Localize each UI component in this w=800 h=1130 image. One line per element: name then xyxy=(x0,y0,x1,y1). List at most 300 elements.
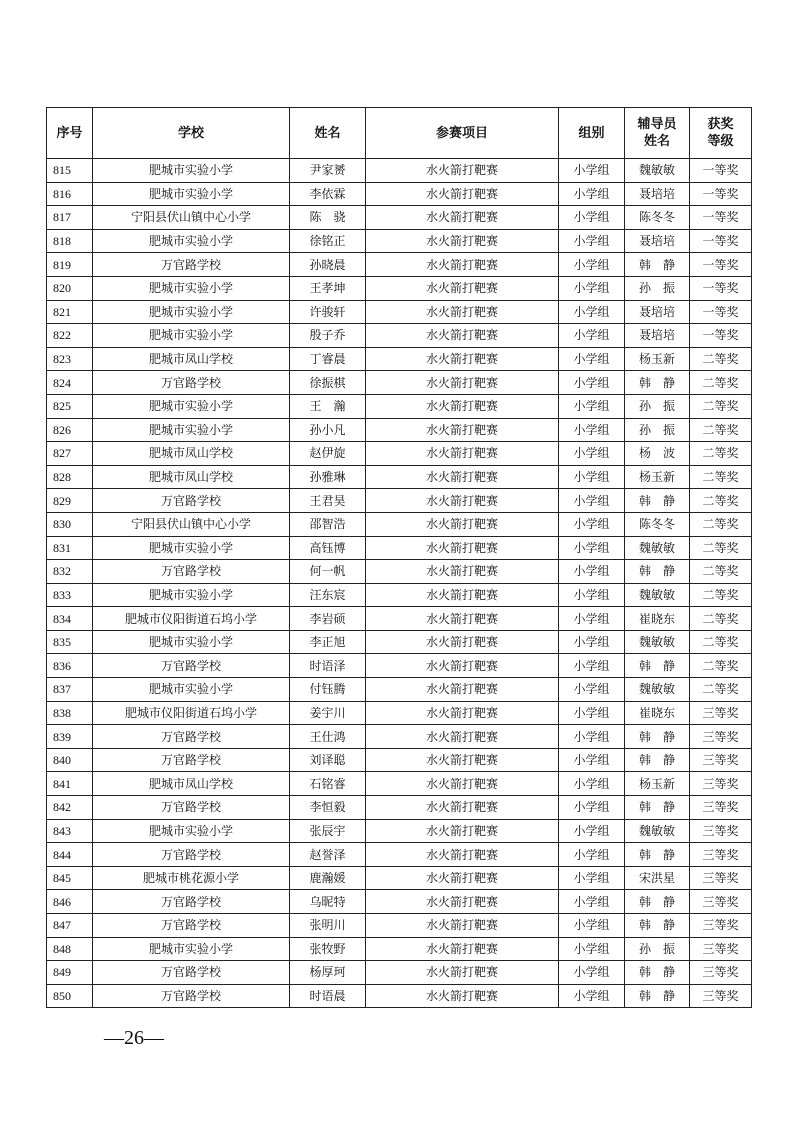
header-row xyxy=(47,108,752,159)
cell-name: 时语晨 xyxy=(290,984,366,1008)
cell-event: 水火箭打靶赛 xyxy=(366,961,559,985)
table-row xyxy=(47,206,752,230)
header-tutor-line2: 姓名 xyxy=(643,134,670,149)
cell-num: 838 xyxy=(47,701,93,725)
cell-school: 肥城市实验小学 xyxy=(93,229,290,253)
cell-name: 孙晓晨 xyxy=(290,253,366,277)
cell-school: 肥城市实验小学 xyxy=(93,182,290,206)
cell-event: 水火箭打靶赛 xyxy=(366,725,559,749)
awards-table xyxy=(46,107,752,1008)
table-row xyxy=(47,465,752,489)
cell-school: 肥城市实验小学 xyxy=(93,276,290,300)
cell-event: 水火箭打靶赛 xyxy=(366,843,559,867)
cell-award: 三等奖 xyxy=(690,819,752,843)
cell-tutor: 魏敏敏 xyxy=(625,159,690,183)
cell-award: 一等奖 xyxy=(690,300,752,324)
cell-school: 肥城市实验小学 xyxy=(93,630,290,654)
cell-name: 时语泽 xyxy=(290,654,366,678)
cell-school: 肥城市实验小学 xyxy=(93,937,290,961)
cell-award: 一等奖 xyxy=(690,276,752,300)
cell-group: 小学组 xyxy=(559,725,625,749)
cell-group: 小学组 xyxy=(559,536,625,560)
cell-num: 820 xyxy=(47,276,93,300)
cell-school: 肥城市实验小学 xyxy=(93,583,290,607)
cell-tutor: 孙 振 xyxy=(625,394,690,418)
cell-event: 水火箭打靶赛 xyxy=(366,748,559,772)
cell-name: 赵誉泽 xyxy=(290,843,366,867)
table-header xyxy=(47,108,752,159)
cell-award: 二等奖 xyxy=(690,489,752,513)
cell-school: 肥城市实验小学 xyxy=(93,536,290,560)
header-tutor-line1: 辅导员 xyxy=(637,117,677,132)
cell-name: 鹿瀚媛 xyxy=(290,866,366,890)
table-row xyxy=(47,489,752,513)
cell-name: 何一帆 xyxy=(290,560,366,584)
cell-award: 一等奖 xyxy=(690,182,752,206)
cell-school: 肥城市凤山学校 xyxy=(93,465,290,489)
cell-school: 万官路学校 xyxy=(93,961,290,985)
table-row xyxy=(47,347,752,371)
cell-award: 二等奖 xyxy=(690,442,752,466)
header-tutor xyxy=(625,108,690,159)
cell-award: 一等奖 xyxy=(690,229,752,253)
cell-num: 842 xyxy=(47,796,93,820)
cell-num: 824 xyxy=(47,371,93,395)
cell-tutor: 韩 静 xyxy=(625,654,690,678)
cell-name: 张明川 xyxy=(290,914,366,938)
cell-name: 李岩硕 xyxy=(290,607,366,631)
cell-num: 849 xyxy=(47,961,93,985)
cell-tutor: 崔晓东 xyxy=(625,607,690,631)
cell-tutor: 韩 静 xyxy=(625,843,690,867)
table-row xyxy=(47,725,752,749)
table-body xyxy=(47,159,752,1008)
cell-group: 小学组 xyxy=(559,324,625,348)
cell-award: 三等奖 xyxy=(690,961,752,985)
cell-tutor: 孙 振 xyxy=(625,937,690,961)
cell-school: 万官路学校 xyxy=(93,914,290,938)
cell-award: 三等奖 xyxy=(690,937,752,961)
cell-event: 水火箭打靶赛 xyxy=(366,206,559,230)
cell-event: 水火箭打靶赛 xyxy=(366,866,559,890)
cell-name: 杨厚珂 xyxy=(290,961,366,985)
cell-num: 815 xyxy=(47,159,93,183)
cell-tutor: 韩 静 xyxy=(625,984,690,1008)
cell-name: 殷子乔 xyxy=(290,324,366,348)
table-row xyxy=(47,607,752,631)
table-row xyxy=(47,796,752,820)
cell-event: 水火箭打靶赛 xyxy=(366,253,559,277)
cell-name: 付钰腾 xyxy=(290,678,366,702)
cell-school: 肥城市仪阳街道石坞小学 xyxy=(93,701,290,725)
cell-name: 丁睿晨 xyxy=(290,347,366,371)
cell-group: 小学组 xyxy=(559,583,625,607)
cell-tutor: 魏敏敏 xyxy=(625,678,690,702)
cell-group: 小学组 xyxy=(559,300,625,324)
cell-num: 848 xyxy=(47,937,93,961)
cell-tutor: 韩 静 xyxy=(625,890,690,914)
cell-group: 小学组 xyxy=(559,866,625,890)
cell-num: 846 xyxy=(47,890,93,914)
cell-name: 徐振棋 xyxy=(290,371,366,395)
cell-school: 肥城市凤山学校 xyxy=(93,347,290,371)
table-row xyxy=(47,300,752,324)
cell-event: 水火箭打靶赛 xyxy=(366,229,559,253)
cell-event: 水火箭打靶赛 xyxy=(366,442,559,466)
cell-name: 许骏轩 xyxy=(290,300,366,324)
cell-award: 二等奖 xyxy=(690,371,752,395)
cell-award: 二等奖 xyxy=(690,512,752,536)
cell-event: 水火箭打靶赛 xyxy=(366,347,559,371)
header-name: 姓名 xyxy=(290,108,366,159)
cell-num: 823 xyxy=(47,347,93,371)
table-row xyxy=(47,748,752,772)
cell-num: 822 xyxy=(47,324,93,348)
cell-school: 万官路学校 xyxy=(93,796,290,820)
cell-event: 水火箭打靶赛 xyxy=(366,914,559,938)
cell-group: 小学组 xyxy=(559,843,625,867)
cell-tutor: 陈冬冬 xyxy=(625,512,690,536)
cell-num: 844 xyxy=(47,843,93,867)
cell-school: 宁阳县伏山镇中心小学 xyxy=(93,206,290,230)
cell-num: 845 xyxy=(47,866,93,890)
cell-num: 828 xyxy=(47,465,93,489)
cell-event: 水火箭打靶赛 xyxy=(366,796,559,820)
page-number: —26— xyxy=(104,1027,164,1049)
cell-award: 三等奖 xyxy=(690,772,752,796)
cell-num: 841 xyxy=(47,772,93,796)
cell-num: 816 xyxy=(47,182,93,206)
cell-name: 王孝坤 xyxy=(290,276,366,300)
cell-school: 肥城市凤山学校 xyxy=(93,442,290,466)
cell-group: 小学组 xyxy=(559,394,625,418)
cell-group: 小学组 xyxy=(559,276,625,300)
cell-name: 王仕鸿 xyxy=(290,725,366,749)
cell-award: 二等奖 xyxy=(690,465,752,489)
table-row xyxy=(47,159,752,183)
cell-event: 水火箭打靶赛 xyxy=(366,536,559,560)
table-row xyxy=(47,866,752,890)
table-row xyxy=(47,890,752,914)
table-row xyxy=(47,371,752,395)
cell-group: 小学组 xyxy=(559,182,625,206)
cell-tutor: 韩 静 xyxy=(625,371,690,395)
cell-num: 840 xyxy=(47,748,93,772)
cell-event: 水火箭打靶赛 xyxy=(366,300,559,324)
cell-num: 831 xyxy=(47,536,93,560)
cell-award: 二等奖 xyxy=(690,630,752,654)
table-row xyxy=(47,984,752,1008)
cell-num: 835 xyxy=(47,630,93,654)
cell-num: 843 xyxy=(47,819,93,843)
cell-award: 二等奖 xyxy=(690,678,752,702)
cell-school: 万官路学校 xyxy=(93,654,290,678)
cell-group: 小学组 xyxy=(559,748,625,772)
cell-award: 三等奖 xyxy=(690,725,752,749)
cell-tutor: 韩 静 xyxy=(625,725,690,749)
table-row xyxy=(47,536,752,560)
header-num: 序号 xyxy=(47,108,93,159)
cell-event: 水火箭打靶赛 xyxy=(366,159,559,183)
cell-num: 839 xyxy=(47,725,93,749)
cell-award: 一等奖 xyxy=(690,206,752,230)
table-row xyxy=(47,394,752,418)
cell-event: 水火箭打靶赛 xyxy=(366,937,559,961)
cell-tutor: 魏敏敏 xyxy=(625,536,690,560)
table-row xyxy=(47,701,752,725)
cell-event: 水火箭打靶赛 xyxy=(366,819,559,843)
table-row xyxy=(47,229,752,253)
cell-num: 825 xyxy=(47,394,93,418)
cell-event: 水火箭打靶赛 xyxy=(366,182,559,206)
cell-group: 小学组 xyxy=(559,347,625,371)
header-award-line1: 获奖 xyxy=(707,117,734,132)
cell-name: 赵伊旋 xyxy=(290,442,366,466)
cell-school: 肥城市仪阳街道石坞小学 xyxy=(93,607,290,631)
cell-num: 827 xyxy=(47,442,93,466)
cell-group: 小学组 xyxy=(559,465,625,489)
table-row xyxy=(47,583,752,607)
cell-tutor: 魏敏敏 xyxy=(625,583,690,607)
cell-group: 小学组 xyxy=(559,654,625,678)
cell-event: 水火箭打靶赛 xyxy=(366,465,559,489)
cell-event: 水火箭打靶赛 xyxy=(366,772,559,796)
cell-school: 万官路学校 xyxy=(93,843,290,867)
cell-tutor: 崔晓东 xyxy=(625,701,690,725)
cell-group: 小学组 xyxy=(559,678,625,702)
table-row xyxy=(47,961,752,985)
cell-school: 万官路学校 xyxy=(93,984,290,1008)
cell-tutor: 聂培培 xyxy=(625,182,690,206)
cell-award: 三等奖 xyxy=(690,796,752,820)
cell-num: 832 xyxy=(47,560,93,584)
cell-school: 肥城市实验小学 xyxy=(93,418,290,442)
cell-award: 三等奖 xyxy=(690,748,752,772)
cell-tutor: 孙 振 xyxy=(625,418,690,442)
cell-award: 三等奖 xyxy=(690,843,752,867)
cell-award: 二等奖 xyxy=(690,394,752,418)
cell-school: 宁阳县伏山镇中心小学 xyxy=(93,512,290,536)
cell-school: 万官路学校 xyxy=(93,489,290,513)
cell-award: 二等奖 xyxy=(690,560,752,584)
cell-award: 二等奖 xyxy=(690,536,752,560)
cell-group: 小学组 xyxy=(559,630,625,654)
cell-tutor: 杨玉新 xyxy=(625,347,690,371)
cell-award: 三等奖 xyxy=(690,914,752,938)
cell-name: 徐铭正 xyxy=(290,229,366,253)
cell-school: 万官路学校 xyxy=(93,725,290,749)
cell-num: 836 xyxy=(47,654,93,678)
cell-tutor: 韩 静 xyxy=(625,961,690,985)
table-row xyxy=(47,630,752,654)
cell-name: 姜宇川 xyxy=(290,701,366,725)
cell-group: 小学组 xyxy=(559,796,625,820)
cell-name: 石铭睿 xyxy=(290,772,366,796)
cell-name: 李正旭 xyxy=(290,630,366,654)
cell-tutor: 魏敏敏 xyxy=(625,819,690,843)
cell-school: 万官路学校 xyxy=(93,748,290,772)
cell-num: 821 xyxy=(47,300,93,324)
header-event: 参赛项目 xyxy=(366,108,559,159)
cell-group: 小学组 xyxy=(559,418,625,442)
cell-name: 高钰博 xyxy=(290,536,366,560)
cell-event: 水火箭打靶赛 xyxy=(366,678,559,702)
table-row xyxy=(47,678,752,702)
table-row xyxy=(47,654,752,678)
cell-name: 王 瀚 xyxy=(290,394,366,418)
table-row xyxy=(47,772,752,796)
cell-tutor: 聂培培 xyxy=(625,300,690,324)
cell-group: 小学组 xyxy=(559,937,625,961)
cell-num: 837 xyxy=(47,678,93,702)
cell-school: 肥城市实验小学 xyxy=(93,678,290,702)
cell-school: 万官路学校 xyxy=(93,890,290,914)
cell-name: 李依霖 xyxy=(290,182,366,206)
cell-award: 一等奖 xyxy=(690,253,752,277)
cell-tutor: 韩 静 xyxy=(625,560,690,584)
cell-group: 小学组 xyxy=(559,961,625,985)
cell-award: 二等奖 xyxy=(690,654,752,678)
cell-tutor: 聂培培 xyxy=(625,324,690,348)
cell-group: 小学组 xyxy=(559,442,625,466)
cell-tutor: 韩 静 xyxy=(625,748,690,772)
cell-num: 826 xyxy=(47,418,93,442)
cell-school: 肥城市实验小学 xyxy=(93,300,290,324)
cell-event: 水火箭打靶赛 xyxy=(366,607,559,631)
cell-tutor: 杨 波 xyxy=(625,442,690,466)
table-row xyxy=(47,512,752,536)
cell-school: 肥城市实验小学 xyxy=(93,159,290,183)
cell-school: 肥城市实验小学 xyxy=(93,394,290,418)
cell-tutor: 韩 静 xyxy=(625,489,690,513)
cell-group: 小学组 xyxy=(559,253,625,277)
cell-group: 小学组 xyxy=(559,371,625,395)
cell-group: 小学组 xyxy=(559,914,625,938)
cell-school: 肥城市桃花源小学 xyxy=(93,866,290,890)
cell-name: 孙小凡 xyxy=(290,418,366,442)
cell-award: 三等奖 xyxy=(690,866,752,890)
cell-name: 张辰宇 xyxy=(290,819,366,843)
cell-tutor: 韩 静 xyxy=(625,796,690,820)
table-row xyxy=(47,182,752,206)
cell-num: 818 xyxy=(47,229,93,253)
cell-name: 乌昵特 xyxy=(290,890,366,914)
table-row xyxy=(47,937,752,961)
header-school: 学校 xyxy=(93,108,290,159)
cell-group: 小学组 xyxy=(559,159,625,183)
cell-group: 小学组 xyxy=(559,560,625,584)
cell-school: 肥城市实验小学 xyxy=(93,819,290,843)
cell-group: 小学组 xyxy=(559,772,625,796)
cell-tutor: 孙 振 xyxy=(625,276,690,300)
cell-tutor: 宋洪星 xyxy=(625,866,690,890)
cell-school: 肥城市凤山学校 xyxy=(93,772,290,796)
cell-event: 水火箭打靶赛 xyxy=(366,630,559,654)
cell-award: 三等奖 xyxy=(690,701,752,725)
cell-award: 二等奖 xyxy=(690,583,752,607)
cell-tutor: 陈冬冬 xyxy=(625,206,690,230)
cell-group: 小学组 xyxy=(559,701,625,725)
cell-num: 834 xyxy=(47,607,93,631)
cell-num: 829 xyxy=(47,489,93,513)
cell-tutor: 杨玉新 xyxy=(625,465,690,489)
cell-event: 水火箭打靶赛 xyxy=(366,394,559,418)
cell-event: 水火箭打靶赛 xyxy=(366,701,559,725)
cell-num: 847 xyxy=(47,914,93,938)
cell-name: 李恒毅 xyxy=(290,796,366,820)
table-row xyxy=(47,442,752,466)
cell-name: 邵智浩 xyxy=(290,512,366,536)
cell-num: 817 xyxy=(47,206,93,230)
cell-group: 小学组 xyxy=(559,206,625,230)
cell-tutor: 韩 静 xyxy=(625,914,690,938)
table-row xyxy=(47,843,752,867)
cell-school: 万官路学校 xyxy=(93,371,290,395)
cell-group: 小学组 xyxy=(559,229,625,253)
cell-name: 陈 骁 xyxy=(290,206,366,230)
cell-tutor: 聂培培 xyxy=(625,229,690,253)
cell-event: 水火箭打靶赛 xyxy=(366,890,559,914)
cell-award: 一等奖 xyxy=(690,324,752,348)
cell-num: 819 xyxy=(47,253,93,277)
cell-school: 万官路学校 xyxy=(93,560,290,584)
cell-group: 小学组 xyxy=(559,512,625,536)
cell-group: 小学组 xyxy=(559,984,625,1008)
cell-event: 水火箭打靶赛 xyxy=(366,560,559,584)
table-row xyxy=(47,560,752,584)
header-award-line2: 等级 xyxy=(707,134,734,149)
cell-school: 肥城市实验小学 xyxy=(93,324,290,348)
cell-num: 833 xyxy=(47,583,93,607)
cell-event: 水火箭打靶赛 xyxy=(366,418,559,442)
cell-group: 小学组 xyxy=(559,819,625,843)
table-row xyxy=(47,276,752,300)
cell-num: 850 xyxy=(47,984,93,1008)
cell-award: 二等奖 xyxy=(690,347,752,371)
table-row xyxy=(47,324,752,348)
cell-event: 水火箭打靶赛 xyxy=(366,654,559,678)
cell-name: 张牧野 xyxy=(290,937,366,961)
cell-tutor: 韩 静 xyxy=(625,253,690,277)
table-row xyxy=(47,914,752,938)
cell-tutor: 杨玉新 xyxy=(625,772,690,796)
cell-event: 水火箭打靶赛 xyxy=(366,512,559,536)
cell-award: 三等奖 xyxy=(690,890,752,914)
header-award xyxy=(690,108,752,159)
cell-tutor: 魏敏敏 xyxy=(625,630,690,654)
header-group: 组别 xyxy=(559,108,625,159)
table-row xyxy=(47,253,752,277)
cell-award: 三等奖 xyxy=(690,984,752,1008)
cell-award: 二等奖 xyxy=(690,418,752,442)
cell-event: 水火箭打靶赛 xyxy=(366,324,559,348)
cell-event: 水火箭打靶赛 xyxy=(366,583,559,607)
cell-group: 小学组 xyxy=(559,607,625,631)
cell-event: 水火箭打靶赛 xyxy=(366,276,559,300)
cell-event: 水火箭打靶赛 xyxy=(366,984,559,1008)
cell-group: 小学组 xyxy=(559,890,625,914)
cell-name: 刘译聪 xyxy=(290,748,366,772)
cell-name: 汪东宸 xyxy=(290,583,366,607)
cell-num: 830 xyxy=(47,512,93,536)
cell-award: 一等奖 xyxy=(690,159,752,183)
cell-name: 孙雅琳 xyxy=(290,465,366,489)
cell-name: 王君昊 xyxy=(290,489,366,513)
cell-group: 小学组 xyxy=(559,489,625,513)
table-row xyxy=(47,819,752,843)
cell-event: 水火箭打靶赛 xyxy=(366,489,559,513)
cell-event: 水火箭打靶赛 xyxy=(366,371,559,395)
